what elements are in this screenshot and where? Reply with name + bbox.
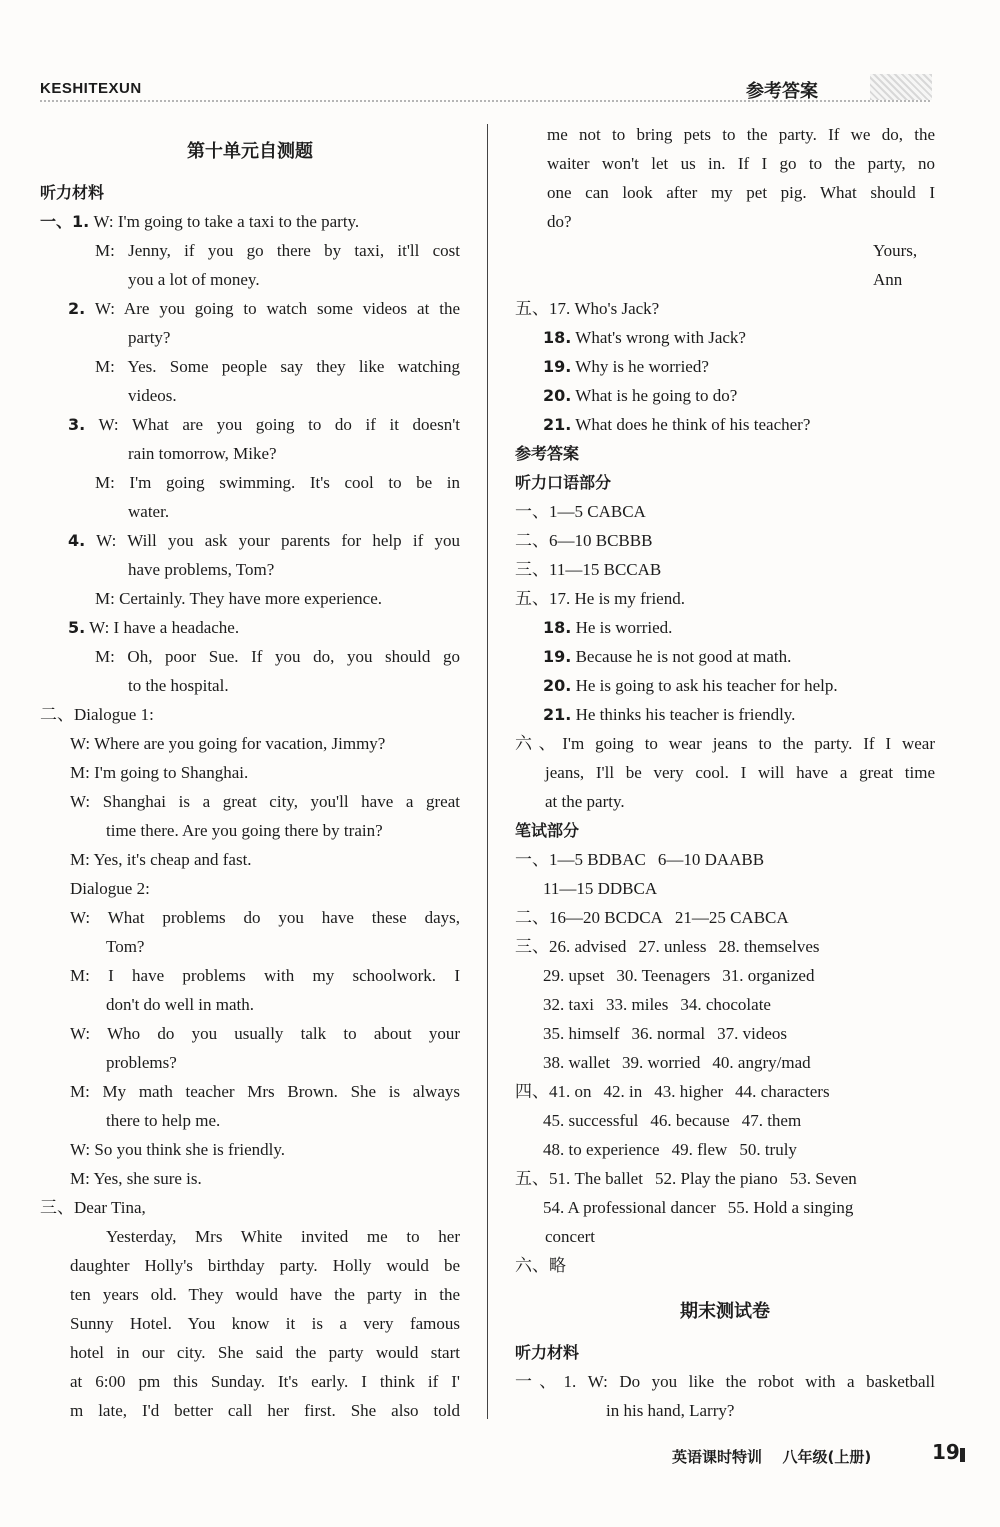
answer-line: 二、16—20 BCDCA 21—25 CABCA [515, 908, 789, 927]
answer-line: 18. He is worried. [543, 618, 673, 637]
answer-line: 二、6—10 BCBBB [515, 531, 653, 550]
answer-line: jeans, I'll be very cool. I will have a great time [545, 763, 935, 782]
text-line: hotel in our city. She said the party would start [70, 1343, 460, 1362]
grade-label: 八年级(上册) [782, 1448, 872, 1466]
text-line: me not to bring pets to the party. If we do, the [547, 125, 935, 144]
text-line: M: Yes, it's cheap and fast. [70, 850, 252, 869]
text-line: 三、Dear Tina, [40, 1198, 146, 1217]
text-line: M: Oh, poor Sue. If you do, you should go [95, 647, 460, 666]
answer-line: 五、17. He is my friend. [515, 589, 685, 608]
text-line: 20. What is he going to do? [543, 386, 738, 405]
letter-closing: Yours, [873, 241, 918, 260]
text-line: ten years old. They would have the party in the [70, 1285, 460, 1304]
answer-line: at the party. [545, 792, 625, 811]
listening-material-label: 听力材料 [515, 1343, 580, 1362]
answer-line: 54. A professional dancer 55. Hold a singing [543, 1198, 854, 1217]
header-divider [40, 100, 930, 102]
answer-line: 32. taxi 33. miles 34. chocolate [543, 995, 771, 1014]
answer-line: 20. He is going to ask his teacher for help. [543, 676, 838, 695]
text-line: 3. W: What are you going to do if it doesn't [68, 415, 460, 434]
text-line: do? [547, 212, 572, 231]
text-line: Sunny Hotel. You know it is a very famous [70, 1314, 460, 1333]
text-line: 一、1. W: Do you like the robot with a basketball [515, 1372, 935, 1391]
text-line: M: My math teacher Mrs Brown. She is always [70, 1082, 460, 1101]
answer-line: 六、略 [515, 1256, 566, 1275]
answer-line: 11—15 DDBCA [543, 879, 658, 898]
text-line: videos. [128, 386, 177, 405]
text-line: time there. Are you going there by train? [106, 821, 383, 840]
text-line: W: Who do you usually talk to about your [70, 1024, 460, 1043]
answer-line: 四、41. on 42. in 43. higher 44. characters [515, 1082, 830, 1101]
text-line: daughter Holly's birthday party. Holly would be [70, 1256, 460, 1275]
answer-line: 五、51. The ballet 52. Play the piano 53. Seven [515, 1169, 857, 1188]
answer-line: 48. to experience 49. flew 50. truly [543, 1140, 797, 1159]
text-line: M: Yes. Some people say they like watching [95, 357, 460, 376]
text-line: 5. W: I have a headache. [68, 618, 240, 637]
oral-section-label: 听力口语部分 [515, 473, 612, 492]
page-marker [960, 1448, 965, 1462]
text-line: 21. What does he think of his teacher? [543, 415, 811, 434]
text-line: to the hospital. [128, 676, 229, 695]
answer-line: 21. He thinks his teacher is friendly. [543, 705, 796, 724]
column-divider [487, 124, 488, 1419]
answer-line: 19. Because he is not good at math. [543, 647, 792, 666]
text-line: M: Yes, she sure is. [70, 1169, 202, 1188]
reference-answers-label: 参考答案 [515, 444, 580, 463]
book-title: 英语课时特训 [672, 1448, 763, 1466]
text-line: 五、17. Who's Jack? [515, 299, 660, 318]
page-header [40, 76, 940, 106]
text-line: M: Certainly. They have more experience. [95, 589, 382, 608]
text-line: 一、1. W: I'm going to take a taxi to the party. [40, 212, 360, 231]
answer-line: 三、11—15 BCCAB [515, 560, 662, 579]
text-line: there to help me. [106, 1111, 221, 1130]
answer-line: concert [545, 1227, 596, 1246]
text-line: W: What problems do you have these days, [70, 908, 460, 927]
text-line: M: I'm going to Shanghai. [70, 763, 249, 782]
letter-signature: Ann [873, 270, 903, 289]
text-line: M: I have problems with my schoolwork. I [70, 966, 460, 985]
text-line: Yesterday, Mrs White invited me to her [106, 1227, 460, 1246]
left-column [40, 120, 460, 1425]
text-line: problems? [106, 1053, 177, 1072]
answer-line: 35. himself 36. normal 37. videos [543, 1024, 788, 1043]
text-line: M: I'm going swimming. It's cool to be in [95, 473, 460, 492]
text-line: 2. W: Are you going to watch some videos at the [68, 299, 460, 318]
text-line: 19. Why is he worried? [543, 357, 709, 376]
answer-line: 一、1—5 CABCA [515, 502, 646, 521]
text-line: have problems, Tom? [128, 560, 275, 579]
text-line: waiter won't let us in. If I go to the party, no [547, 154, 935, 173]
right-column [515, 120, 935, 1425]
text-line: you a lot of money. [128, 270, 260, 289]
decorative-pattern [870, 74, 932, 100]
text-line: 18. What's wrong with Jack? [543, 328, 746, 347]
text-line: in his hand, Larry? [606, 1401, 735, 1420]
unit-test-title: 第十单元自测题 [187, 141, 313, 162]
text-line: rain tomorrow, Mike? [128, 444, 277, 463]
text-line: one can look after my pet pig. What should I [547, 183, 935, 202]
listening-material-label: 听力材料 [40, 183, 105, 202]
answer-line: 六、I'm going to wear jeans to the party. If I wear [515, 734, 935, 753]
text-line: W: Where are you going for vacation, Jimmy? [70, 734, 386, 753]
written-section-label: 笔试部分 [515, 821, 580, 840]
text-line: water. [128, 502, 170, 521]
text-line: 4. W: Will you ask your parents for help if you [68, 531, 460, 550]
text-line: Tom? [106, 937, 145, 956]
text-line: M: Jenny, if you go there by taxi, it'll cost [95, 241, 460, 260]
answer-line: 29. upset 30. Teenagers 31. organized [543, 966, 815, 985]
brand-label: KESHITEXUN [40, 80, 142, 97]
answers-tag: 参考答案 [746, 81, 818, 102]
text-line: party? [128, 328, 171, 347]
final-exam-title: 期末测试卷 [680, 1301, 770, 1322]
text-line: don't do well in math. [106, 995, 255, 1014]
page-footer [672, 1446, 871, 1467]
answer-line: 38. wallet 39. worried 40. angry/mad [543, 1053, 811, 1072]
text-line: Dialogue 2: [70, 879, 150, 898]
answer-line: 45. successful 46. because 47. them [543, 1111, 802, 1130]
answer-line: 一、1—5 BDBAC 6—10 DAABB [515, 850, 765, 869]
text-line: W: Shanghai is a great city, you'll have a great [70, 792, 460, 811]
text-line: m late, I'd better call her first. She also told [70, 1401, 460, 1420]
text-line: 二、Dialogue 1: [40, 705, 154, 724]
text-line: W: So you think she is friendly. [70, 1140, 285, 1159]
answer-line: 三、26. advised 27. unless 28. themselves [515, 937, 820, 956]
text-line: at 6:00 pm this Sunday. It's early. I think if I' [70, 1372, 460, 1391]
page-number: 19 [932, 1440, 960, 1464]
